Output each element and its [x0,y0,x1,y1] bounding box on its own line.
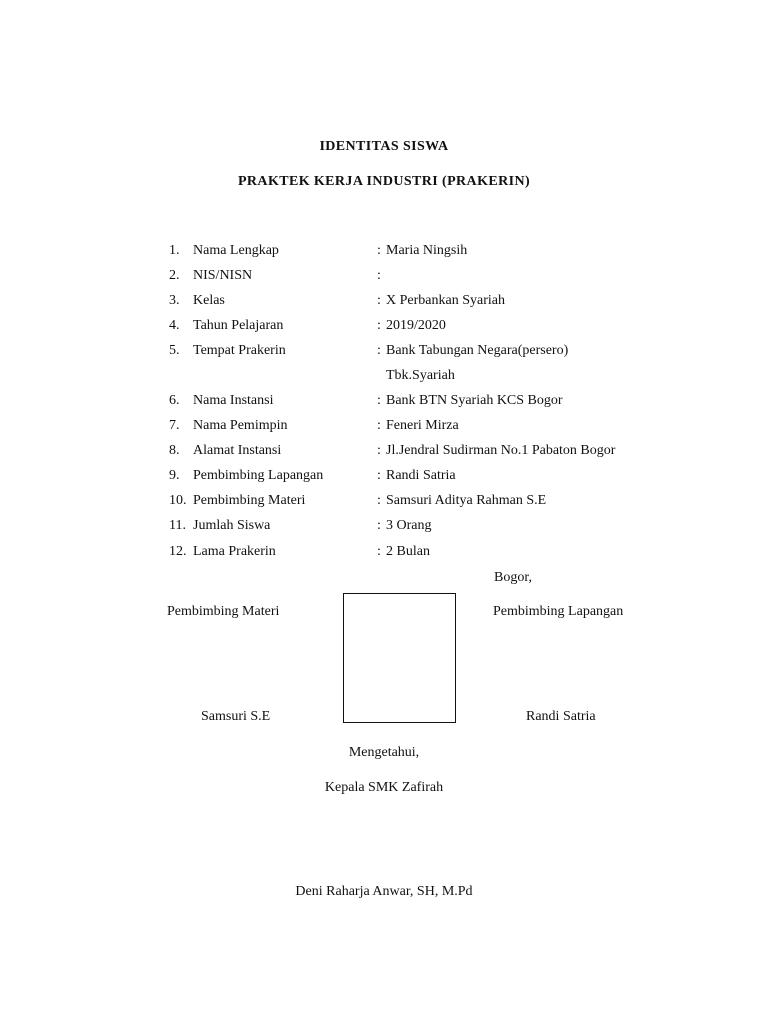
field-value: Maria Ningsih [386,243,468,258]
field-colon: : [377,493,381,508]
field-number: 5. [169,343,180,358]
acknowledged-label: Mengetahui, [348,745,420,760]
field-colon: : [377,418,381,433]
field-label: Pembimbing Materi [193,493,306,508]
field-number: 11. [169,518,186,533]
field-row-tempat-prakerin-continued [0,367,768,392]
field-colon: : [377,518,381,533]
field-number: 2. [169,268,180,283]
field-colon: : [377,243,381,258]
photo-placeholder-box [343,593,456,723]
field-colon: : [377,393,381,408]
left-signer-role: Pembimbing Materi [167,604,280,619]
field-row-pembimbing-materi [0,492,768,517]
field-number: 3. [169,293,180,308]
field-number: 4. [169,318,180,333]
field-value: 2 Bulan [386,544,430,559]
field-label: Nama Instansi [193,393,274,408]
field-row-nama-lengkap [0,242,768,267]
field-row-pembimbing-lapangan [0,467,768,492]
signature-place: Bogor, [494,570,532,585]
field-value: Jl.Jendral Sudirman No.1 Pabaton Bogor [386,443,616,458]
field-row-nis-nisn [0,267,768,292]
field-label: Kelas [193,293,225,308]
field-row-lama-prakerin [0,543,768,568]
field-label: Nama Lengkap [193,243,279,258]
field-number: 12. [169,544,187,559]
field-row-nama-instansi [0,392,768,417]
right-signer-name: Randi Satria [526,709,596,724]
field-number: 6. [169,393,180,408]
field-row-alamat-instansi [0,442,768,467]
document-subtitle: PRAKTEK KERJA INDUSTRI (PRAKERIN) [237,174,531,189]
field-colon: : [377,318,381,333]
field-value: Bank BTN Syariah KCS Bogor [386,393,563,408]
field-value-continued: Tbk.Syariah [386,368,455,383]
field-row-kelas [0,292,768,317]
field-label: Tempat Prakerin [193,343,286,358]
field-row-tempat-prakerin [0,342,768,367]
field-row-jumlah-siswa [0,517,768,542]
field-label: Tahun Pelajaran [193,318,284,333]
right-signer-role: Pembimbing Lapangan [493,604,624,619]
field-value: Randi Satria [386,468,456,483]
field-label: Nama Pemimpin [193,418,288,433]
field-number: 8. [169,443,180,458]
field-value: Samsuri Aditya Rahman S.E [386,493,547,508]
field-value: 2019/2020 [386,318,446,333]
field-colon: : [377,293,381,308]
field-colon: : [377,443,381,458]
field-label: Alamat Instansi [193,443,282,458]
left-signer-name: Samsuri S.E [201,709,271,724]
field-colon: : [377,343,381,358]
field-value: X Perbankan Syariah [386,293,505,308]
field-label: Jumlah Siswa [193,518,271,533]
field-value: Feneri Mirza [386,418,459,433]
field-label: Pembimbing Lapangan [193,468,324,483]
field-label: Lama Prakerin [193,544,276,559]
head-of-school-role: Kepala SMK Zafirah [324,780,444,795]
document-title: IDENTITAS SISWA [319,139,449,154]
field-colon: : [377,268,381,283]
field-row-tahun-pelajaran [0,317,768,342]
field-colon: : [377,468,381,483]
field-label: NIS/NISN [193,268,253,283]
field-row-nama-pemimpin [0,417,768,442]
field-value: Bank Tabungan Negara(persero) [386,343,569,358]
head-of-school-name: Deni Raharja Anwar, SH, M.Pd [295,884,473,899]
field-number: 1. [169,243,180,258]
field-number: 7. [169,418,180,433]
field-value: 3 Orang [386,518,432,533]
field-colon: : [377,544,381,559]
field-number: 9. [169,468,180,483]
field-number: 10. [169,493,187,508]
